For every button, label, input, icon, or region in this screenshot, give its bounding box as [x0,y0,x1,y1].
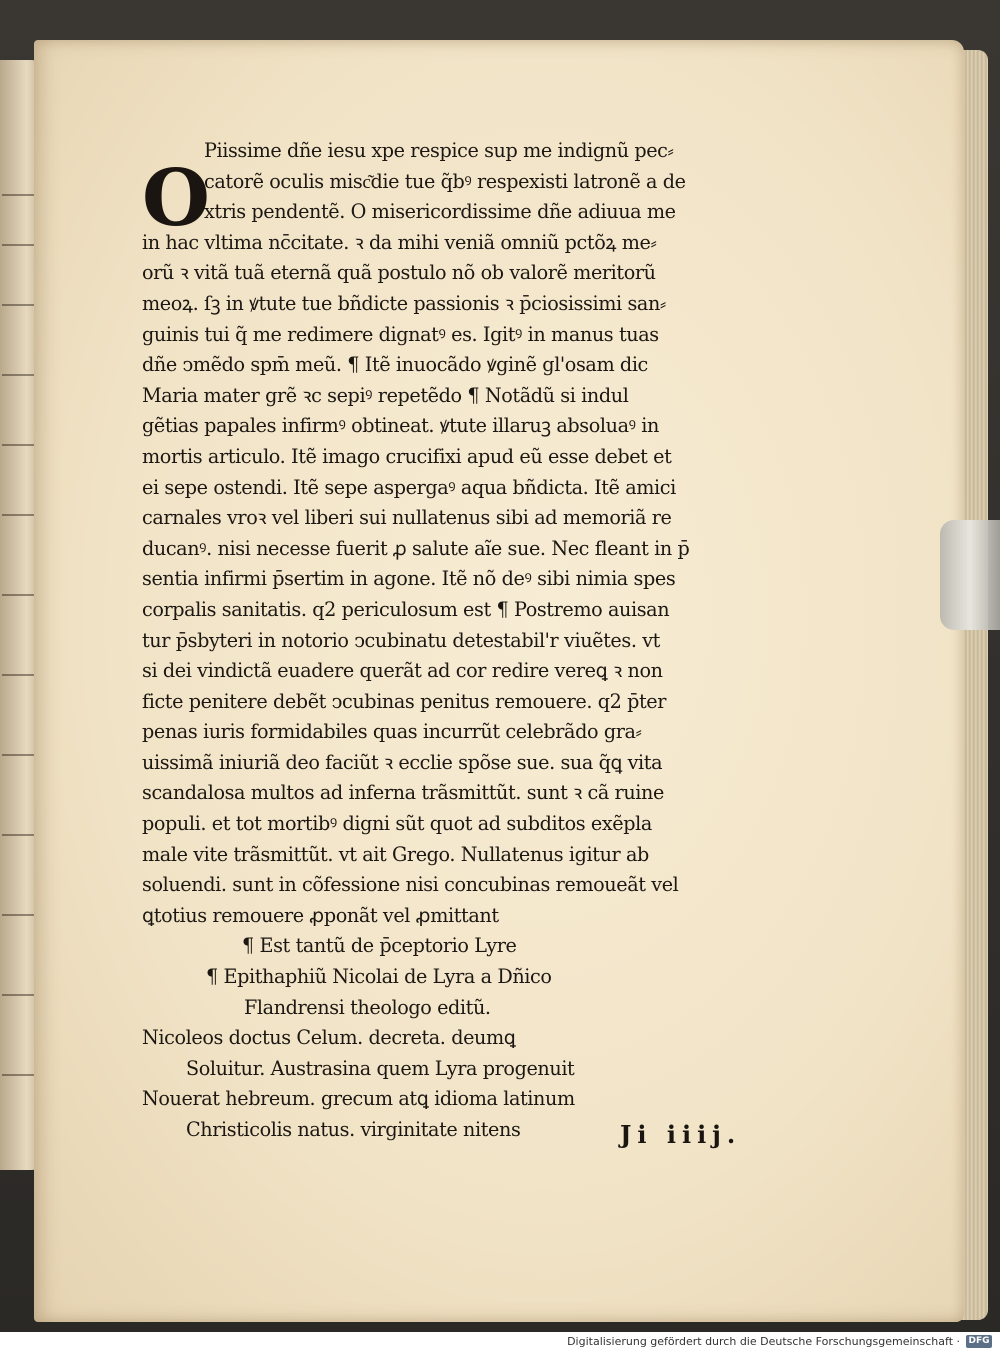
dfg-logo: DFG [966,1335,992,1348]
page-edges [960,50,988,1320]
text-line: Maria mater grẽ ꝛc sepiꝰ repetẽdo ¶ Notãdũ si indul [142,383,629,407]
left-page-text-fragment [2,900,36,916]
left-page-text-fragment [2,980,36,996]
text-line: ei sepe ostendi. Itẽ sepe aspergaꝰ aqua bñdicta. Itẽ amici [142,475,676,499]
verse-line: Nouerat hebreum. grecum atꝗ idioma latinum [142,1087,575,1111]
text-line: gẽtias papales infirmꝰ obtineat. ꝟtute illaruꝫ absoluaꝰ in [142,414,659,438]
left-page-text-fragment [2,500,36,516]
text-line: scandalosa multos ad inferna trãsmittũt. sunt ꝛ cã ruine [142,781,664,805]
text-line: populi. et tot mortibꝰ digni sũt quot ad subditos exẽpla [142,812,652,836]
text-line: ficte penitere debẽt ↄcubinas penitus remouere. q2 p̄ter [142,689,667,713]
left-page-text-fragment [2,290,36,306]
body-text [142,136,782,931]
text-line: soluendi. sunt in cõfessione nisi concubinas remoueãt vel [142,873,679,897]
text-line: ducanꝰ. nisi necesse fuerit ꝓ salute aĩe sue. Nec fleant in p̄ [142,536,690,560]
text-line: carnales vroꝛ vel liberi sui nullatenus sibi ad memoriã re [142,506,672,530]
text-line: meoꝝ. ſꝫ in ꝟtute tue bñdicte passionis ꝛ p̄ciosissimi san⸗ [142,291,666,315]
text-line: male vite trãsmittũt. vt ait Grego. Nullatenus igitur ab [142,842,649,866]
text-line: dñe ↄmẽdo spm̄ meũ. ¶ Itẽ inuocãdo ꝟginẽ gl'osam dic [142,353,648,377]
left-page-text-fragment [2,740,36,756]
text-line: xtris pendentẽ. O misericordissime dñe adiuua me [204,200,676,224]
left-page-text-fragment [2,430,36,446]
left-page-text-fragment [2,820,36,836]
text-line: in hac vltima nc̄citate. ꝛ da mihi veniã omniũ pctõꝝ me⸗ [142,230,657,254]
epitaph-heading: ¶ Epithaphiũ Nicolai de Lyra a Dñico [206,965,552,989]
text-line: tur p̄sbyteri in notorio ↄcubinatu detestabil'r viuẽtes. vt [142,628,660,652]
left-facing-page-edge [0,60,38,1170]
colophon-heading: ¶ Est tantũ de p̄ceptorio Lyre [242,934,517,958]
left-page-text-fragment [2,660,36,676]
text-line: si dei vindictã euadere querãt ad cor redire vereꝗ ꝛ non [142,659,663,683]
left-page-text-fragment [2,230,36,246]
left-page-text-fragment [2,360,36,376]
verse-line: Christicolis natus. virginitate nitens [186,1118,521,1141]
text-line: corpalis sanitatis. q2 periculosum est ¶ Postremo auisan [142,597,670,621]
text-line: orũ ꝛ vitã tuã eternã quã postulo nõ ob valorẽ meritorũ [142,261,656,285]
manuscript-page [34,40,964,1322]
funding-notice: Digitalisierung gefördert durch die Deutsche Forschungsgemeinschaft · [567,1335,960,1348]
text-line: Piissime dñe iesu xpe respice sup me indignũ pec⸗ [204,139,674,162]
verse-line: Soluitur. Austrasina quem Lyra progenuit [186,1056,575,1080]
text-line: uissimã iniuriã deo faciũt ꝛ ecclie spõse sue. sua q̃ꝗ vita [142,750,663,774]
text-line: mortis articulo. Itẽ imago crucifixi apud eũ esse debet et [142,444,672,468]
verse-line: Nicoleos doctus Celum. decreta. deumꝗ [142,1026,516,1050]
signature-mark: Ji iiij. [620,1120,742,1149]
text-line: ꝗtotius remouere ꝓponãt vel ꝓmittant [142,903,499,927]
text-line: penas iuris formidabiles quas incurrũt celebrãdo gra⸗ [142,720,642,744]
epitaph-heading-continued: Flandrensi theologo editũ. [244,995,491,1019]
left-page-text-fragment [2,180,36,196]
scanner-clip [940,520,1000,630]
main-text-block [142,136,782,1146]
initial-letter: O [142,153,210,244]
text-line: sentia infirmi p̄sertim in agone. Itẽ nõ deꝰ sibi nimia spes [142,567,676,591]
text-line: catorẽ oculis misc͂die tue q̃bꝰ respexisti latronẽ a de [204,169,686,193]
left-page-text-fragment [2,1060,36,1076]
footer-bar [0,1332,1000,1352]
left-page-text-fragment [2,580,36,596]
text-line: guinis tui q̃ me redimere dignatꝰ es. Igitꝰ in manus tuas [142,322,659,346]
